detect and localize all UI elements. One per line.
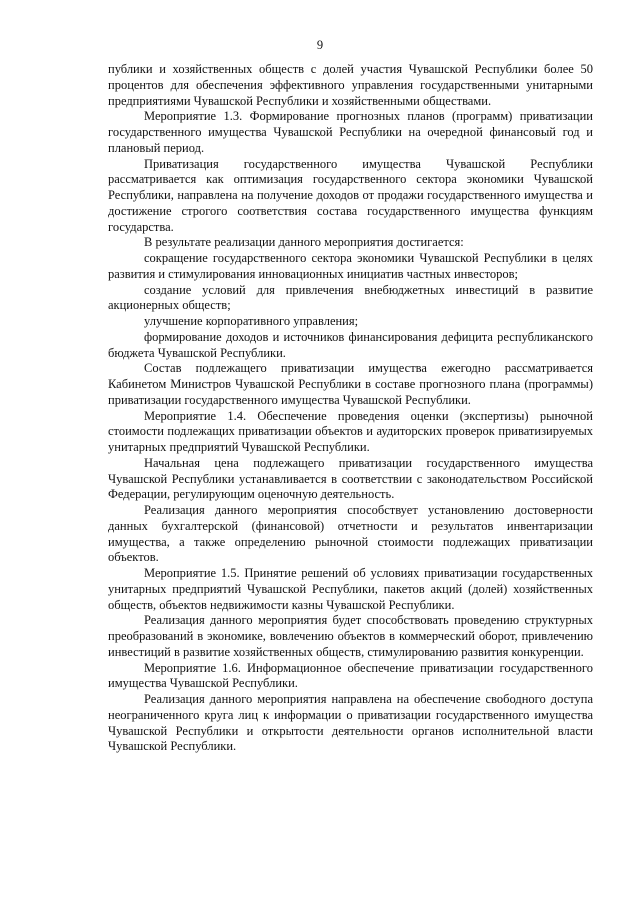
paragraph: сокращение государственного сектора экономики Чувашской Республики в целях развития и стимулирования инновационных инициатив частных инвесторов; [108,251,593,281]
paragraph: Состав подлежащего приватизации имущества ежегодно рассматривается Кабинетом Министров Чувашской Республики в составе прогнозного плана (программы) приватизации государственного имущества Чувашской Республики. [108,361,593,407]
paragraph: улучшение корпоративного управления; [144,314,359,328]
paragraph: Начальная цена подлежащего приватизации государственного имущества Чувашской Республики устанавливается в соответствии с законодательством Российской Федерации, регулирующим оценочную деятельность. [108,455,593,502]
paragraph: Мероприятие 1.3. Формирование прогнозных планов (программ) приватизации государственного имущества Чувашской Республики на очередной финансовый год и плановый период. [108,109,593,155]
page-number: 9 [316,38,324,52]
document-body [108,62,593,755]
paragraph: публики и хозяйственных обществ с долей участия Чувашской Республики более 50 процентов для обеспечения эффективного управления государственными унитарными предприятиями Чувашской Республики и хозяйственными обществами. [108,62,593,108]
paragraph: Мероприятие 1.6. Информационное обеспечение приватизации государственного имущества Чувашской Республики. [108,660,593,691]
paragraph: формирование доходов и источников финансирования дефицита республиканского бюджета Чувашской Республики. [108,329,593,360]
paragraph: Реализация данного мероприятия направлена на обеспечение свободного доступа неограниченного круга лиц к информации о приватизации государственного имущества Чувашской Республики и открытости деятельности органов исполнительной власти Чувашской Республики. [108,692,593,754]
paragraph: В результате реализации данного мероприятия достигается: [144,235,464,250]
paragraph: Мероприятие 1.4. Обеспечение проведения оценки (экспертизы) рыночной стоимости подлежащих приватизации объектов и аудиторских проверок приватизируемых унитарных предприятий Чувашской Республики. [108,408,593,454]
paragraph: Мероприятие 1.5. Принятие решений об условиях приватизации государственных унитарных предприятий Чувашской Республики, пакетов акций (долей) хозяйственных обществ, объектов недвижимости казны Чувашской Республики. [108,566,593,612]
paragraph: создание условий для привлечения внебюджетных инвестиций в развитие акционерных обществ; [108,282,593,313]
paragraph: Приватизация государственного имущества Чувашской Республики рассматривается как оптимизация государственного сектора экономики Чувашской Республики, направлена на получение доходов от продажи государственного имущества и достижение строгого соответствия состава государственного имущества функциям государства. [108,156,593,234]
paragraph: Реализация данного мероприятия будет способствовать проведению структурных преобразований в экономике, вовлечению объектов в коммерческий оборот, привлечению инвестиций в развитие хозяйственных обществ, стимулированию развития конкуренции. [108,613,593,659]
paragraph: Реализация данного мероприятия способствует установлению достоверности данных бухгалтерской (финансовой) отчетности и результатов инвентаризации имущества, а также определению рыночной стоимости подлежащих приватизации объектов. [108,503,593,565]
